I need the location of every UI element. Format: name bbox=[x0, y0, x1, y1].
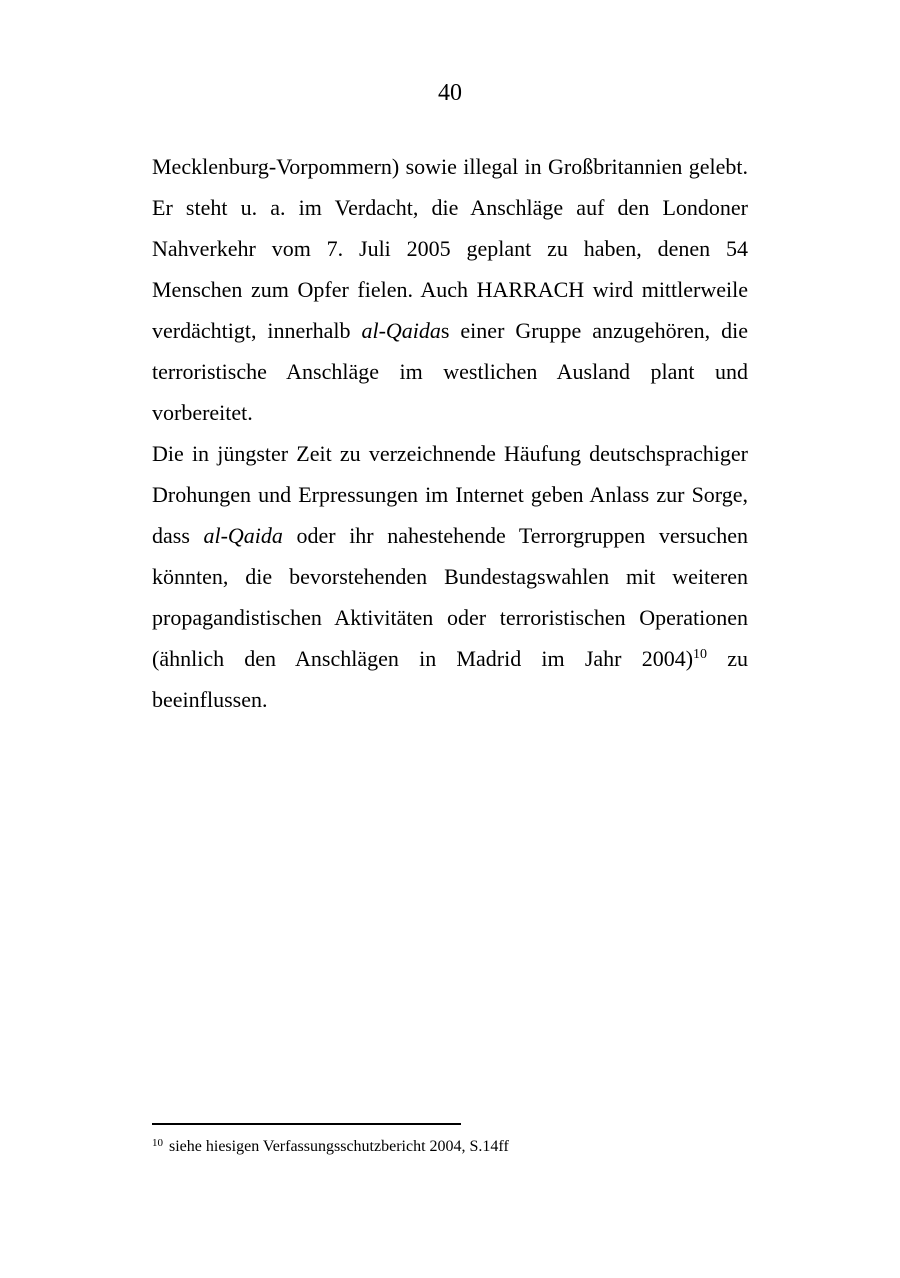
paragraph-1-text-1: Mecklenburg-Vorpommern) sowie illegal in Großbritannien gelebt. Er steht u. a. im Verdacht, die Anschläge auf den Londoner Nahverkehr vom 7. Juli 2005 geplant zu haben, denen 54 Menschen zum Opfer fielen. Auch HARRACH wird mittlerweile verdächtigt, innerhalb bbox=[152, 154, 748, 343]
paragraph-1-italic-al-qaida: al-Qaida bbox=[361, 318, 441, 343]
paragraph-2-italic-al-qaida: al-Qaida bbox=[203, 523, 283, 548]
footnote-number: 10 bbox=[152, 1137, 163, 1149]
footnote-text: siehe hiesigen Verfassungsschutzbericht 2004, S.14ff bbox=[169, 1138, 509, 1155]
paragraph-1-text-2: s einer Gruppe anzugehören, die terroristische Anschläge im westlichen Ausland plant und vorbereitet. bbox=[152, 318, 748, 425]
footnote bbox=[152, 1136, 752, 1158]
paragraph-1 bbox=[152, 146, 748, 433]
paragraph-2-text-2: oder ihr nahestehende Terrorgruppen versuchen könnten, die bevorstehenden Bundestagswahlen mit weiteren propagandistischen Aktivitäten oder terroristischen Operationen (ähnlich den Anschlägen in Madrid im Jahr 2004) bbox=[152, 523, 749, 671]
paragraph-2-text-3: zu beeinflussen. bbox=[152, 646, 748, 712]
paragraph-2-text-1: Die in jüngster Zeit zu verzeichnende Häufung deutschsprachiger Drohungen und Erpressungen im Internet geben Anlass zur Sorge, dass bbox=[152, 441, 748, 548]
page-number: 40 bbox=[438, 80, 462, 106]
paragraph-2 bbox=[152, 433, 748, 720]
body-text bbox=[152, 146, 748, 720]
footnote-separator bbox=[152, 1123, 461, 1125]
footnote-reference: 10 bbox=[693, 647, 708, 662]
